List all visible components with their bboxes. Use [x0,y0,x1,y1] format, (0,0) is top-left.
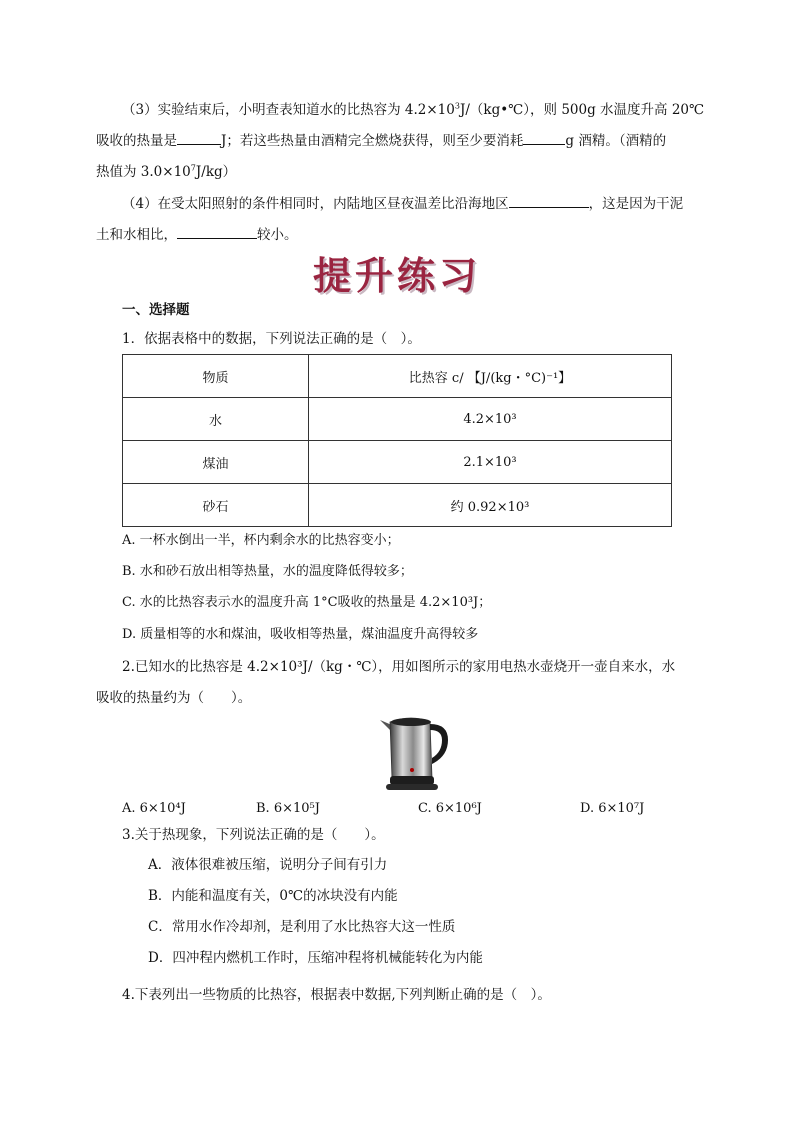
q1-option-d[interactable]: D. 质量相等的水和煤油，吸收相等热量，煤油温度升高得较多 [122,627,479,642]
q3-option-b[interactable]: B．内能和温度有关，0℃的冰块没有内能 [148,888,398,904]
q4-top-line1: （4）在受太阳照射的条件相同时，内陆地区昼夜温差比沿海地区 ，这是因为干泥 [122,196,684,212]
q3-option-d[interactable]: D．四冲程内燃机工作时，压缩冲程将机械能转化为内能 [148,950,483,966]
specific-heat-table [122,354,672,527]
table-cell: 水 [123,398,309,441]
table-row [123,484,672,527]
q3-option-c[interactable]: C．常用水作冷却剂，是利用了水比热容大这一性质 [148,919,456,935]
table-header-cell: 比热容 c/ 【J/(kg・°C)⁻¹】 [309,355,672,398]
q1-option-b[interactable]: B. 水和砂石放出相等热量，水的温度降低得较多； [122,564,413,579]
q2-stem-line1: 2.已知水的比热容是 4.2×10³J/（kg・℃），用如图所示的家用电热水壶烧开一壶自来水，水 [122,659,676,675]
q2-option-b[interactable]: B. 6×10⁵J [256,801,320,816]
q1-option-a[interactable]: A. 一杯水倒出一半，杯内剩余水的比热容变小； [122,533,400,548]
table-row [123,441,672,484]
table-cell: 煤油 [123,441,309,484]
q1-stem: 1．依据表格中的数据，下列说法正确的是（ ）。 [122,331,421,347]
table-header-row [123,355,672,398]
table-cell: 2.1×10³ [309,441,672,484]
answer-blank[interactable] [523,144,565,145]
q3-top-line2: 吸收的热量是 J；若这些热量由酒精完全燃烧获得，则至少要消耗 g 酒精。（酒精的 [96,133,667,149]
answer-blank[interactable] [177,144,221,145]
q4-stem: 4.下表列出一些物质的比热容，根据表中数据,下列判断止确的是（ ）。 [122,987,551,1003]
q2-stem-line2: 吸收的热量约为（ ）。 [96,690,252,706]
section-title: 提升练习 [312,254,481,298]
q3-option-a[interactable]: A．液体很难被压缩，说明分子间有引力 [148,857,388,873]
answer-blank[interactable] [177,238,257,239]
table-row [123,398,672,441]
q2-option-c[interactable]: C. 6×10⁶J [418,801,482,816]
table-cell: 约 0.92×10³ [309,484,672,527]
q1-option-c[interactable]: C. 水的比热容表示水的温度升高 1°C吸收的热量是 4.2×10³J； [122,595,492,610]
q2-option-d[interactable]: D. 6×10⁷J [580,801,645,816]
table-cell: 4.2×10³ [309,398,672,441]
table-cell: 砂石 [123,484,309,527]
q4-top-line2: 土和水相比， 较小。 [96,227,298,243]
q3-stem: 3.关于热现象，下列说法正确的是（ ）。 [122,827,385,843]
answer-blank[interactable] [509,207,589,208]
q3-top-line1: （3）实验结束后，小明查表知道水的比热容为 $4.2\times 10^3J/(kg•℃)$，则 500g 水温度升高 20℃ [122,101,705,118]
q3-top-line3: 热值为 $3.0\times 10^7J/kg$） [96,163,237,180]
section-heading: 一、选择题 [122,302,190,318]
electric-kettle-image [372,712,452,794]
q2-option-a[interactable]: A. 6×10⁴J [122,801,186,816]
table-header-cell: 物质 [123,355,309,398]
